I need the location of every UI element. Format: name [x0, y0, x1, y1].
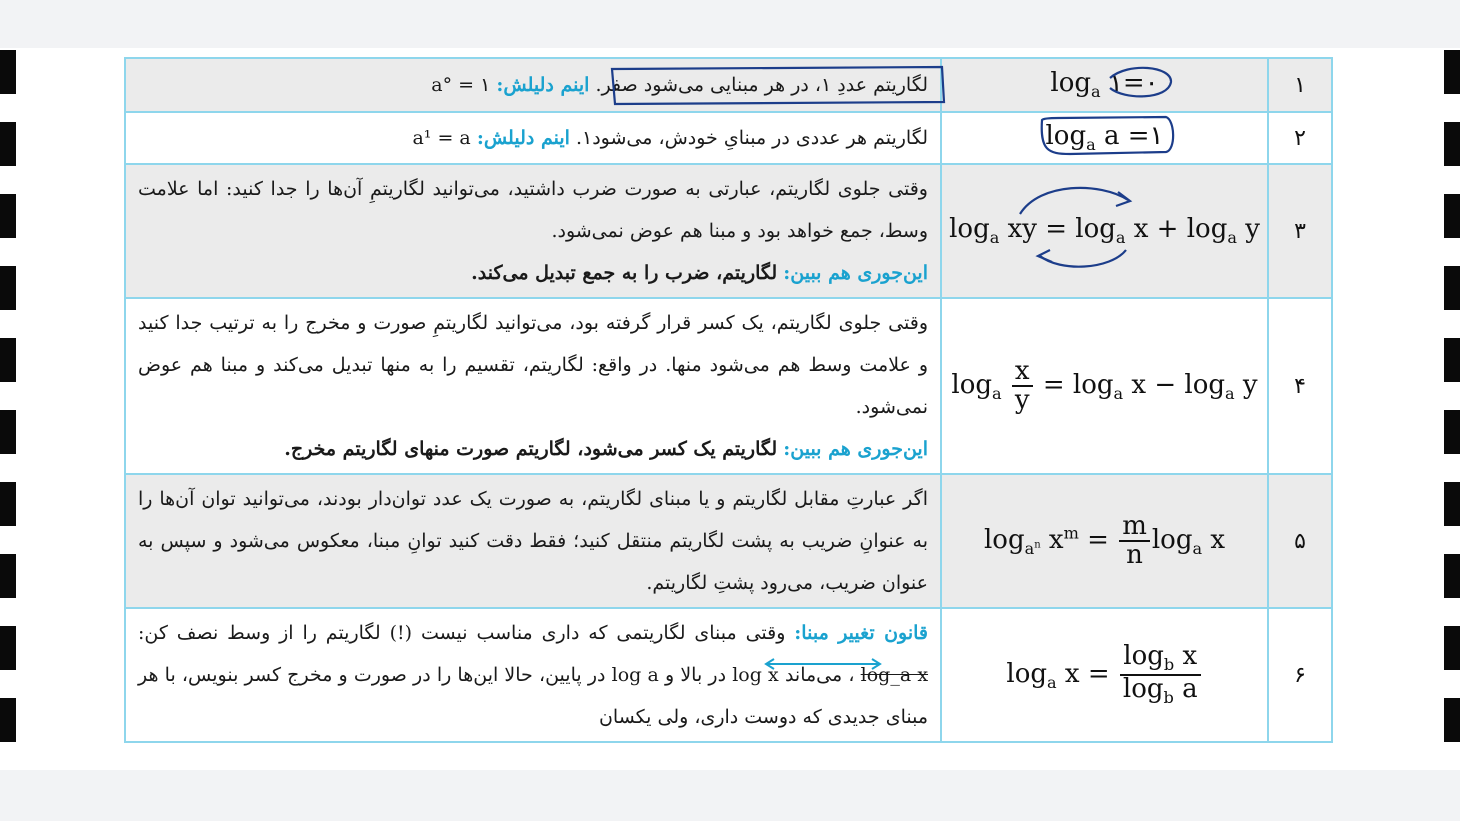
film-hole	[0, 554, 16, 598]
reason-equation: a° = ۱	[431, 74, 491, 96]
film-hole	[0, 50, 16, 94]
rule-formula: $\log_a$ xy = $\log_a x + \log_a y$	[941, 164, 1268, 298]
see-it-this-way-text: لگاریتم، ضرب را به جمع تبدیل می‌کند.	[471, 262, 778, 284]
reason-equation: a¹ = a	[412, 127, 471, 149]
row-number: ۶	[1268, 608, 1332, 742]
rule-text: در پایین، حالا این‌ها را در صورت و مخرج کسر بنویس، با هر مبنای جدیدی که دوست داری، ولی یکسان	[138, 664, 928, 728]
film-hole	[1444, 122, 1460, 166]
row-number: ۵	[1268, 474, 1332, 608]
rule-description	[125, 298, 941, 474]
rule-text: وقتی جلوی لگاریتم، عبارتی به صورت ضرب داشتید، می‌توانید لگاریتمِ آن‌ها را جدا کنید: اما علامت وسط، جمع خواهد بود و مبنا هم عوض نمی‌شود.	[138, 178, 928, 242]
see-it-this-way-label: این‌جوری هم ببین:	[783, 262, 928, 284]
table-row	[125, 164, 1332, 298]
rule-formula: $\log_a a$ =۱	[941, 112, 1268, 164]
film-strip-left	[0, 48, 16, 770]
rule-formula: $\log_a$ $\frac{x}{y}$ = $\log_a x - \log_a y$	[941, 298, 1268, 474]
struck-log-expression: log_a x	[860, 664, 929, 686]
film-hole	[0, 482, 16, 526]
film-hole	[0, 410, 16, 454]
table-row	[125, 58, 1332, 112]
film-hole	[1444, 482, 1460, 526]
rule-text: لگاریتم عددِ ۱، در هر مبنایی می‌شود صفر.	[595, 74, 928, 96]
row-number: ۴	[1268, 298, 1332, 474]
row-number: ۳	[1268, 164, 1332, 298]
rule-formula: $\log_a x$ = $\frac{\log_b x}{\log_b a}$	[941, 608, 1268, 742]
rule-text: ، می‌ماند	[784, 664, 855, 686]
change-of-base-label: قانون تغییر مبنا:	[794, 622, 928, 644]
film-hole	[1444, 338, 1460, 382]
rule-formula: $\log_a$ ۱=۰	[941, 58, 1268, 112]
rule-text: در بالا و	[664, 664, 727, 686]
rule-text: لگاریتم هر عددی در مبنایِ خودش، می‌شود۱.	[575, 127, 928, 149]
row-number: ۲	[1268, 112, 1332, 164]
rule-formula: $\log_{a^n} x^m$ = $\frac{m}{n}$ $\log_a x$	[941, 474, 1268, 608]
film-hole	[0, 122, 16, 166]
row-number: ۱	[1268, 58, 1332, 112]
rule-description	[125, 608, 941, 742]
see-it-this-way-label: این‌جوری هم ببین:	[783, 438, 928, 460]
film-hole	[1444, 50, 1460, 94]
rule-description	[125, 58, 941, 112]
film-hole	[1444, 698, 1460, 742]
film-hole	[0, 194, 16, 238]
log-x-expression: log x	[732, 664, 779, 686]
rule-description	[125, 474, 941, 608]
film-hole	[0, 338, 16, 382]
rule-description	[125, 112, 941, 164]
table-row	[125, 474, 1332, 608]
film-hole	[0, 698, 16, 742]
film-strip-right	[1444, 48, 1460, 770]
film-hole	[1444, 410, 1460, 454]
reason-label: اینم دلیلش:	[476, 127, 570, 149]
film-hole	[0, 626, 16, 670]
reason-label: اینم دلیلش:	[496, 74, 590, 96]
log-a-expression: log a	[611, 664, 659, 686]
film-hole	[1444, 626, 1460, 670]
rule-text: وقتی جلوی لگاریتم، یک کسر قرار گرفته بود، می‌توانید لگاریتمِ صورت و مخرج را به ترتیب جدا کنید و علامت وسط هم می‌شود منها. در واقع: لگاریتم، تقسیم را به منها تبدیل می‌کند و مبنا هم عوض نمی‌شود.	[138, 312, 928, 418]
see-it-this-way-text: لگاریتم یک کسر می‌شود، لگاریتم صورت منهای لگاریتم مخرج.	[284, 438, 778, 460]
film-hole	[1444, 266, 1460, 310]
table-row	[125, 298, 1332, 474]
film-hole	[1444, 194, 1460, 238]
rule-text: وقتی مبنای لگاریتمی که داری مناسب نیست (!) لگاریتم را از وسط نصف کن:	[138, 622, 786, 644]
table-row	[125, 608, 1332, 742]
film-hole	[0, 266, 16, 310]
table-row	[125, 112, 1332, 164]
rule-description	[125, 164, 941, 298]
rule-text: اگر عبارتِ مقابل لگاریتم و یا مبنای لگاریتم، به صورت یک عدد توان‌دار بودند، می‌توانید توان آن‌ها را به عنوانِ ضریب به پشت لگاریتم منتقل کنید؛ فقط دقت کنید توانِ مبنا، معکوس می‌شود و سپس به عنوان ضریب، می‌رود پشتِ لگاریتم.	[138, 488, 928, 594]
film-hole	[1444, 554, 1460, 598]
logarithm-rules-table	[124, 57, 1333, 743]
